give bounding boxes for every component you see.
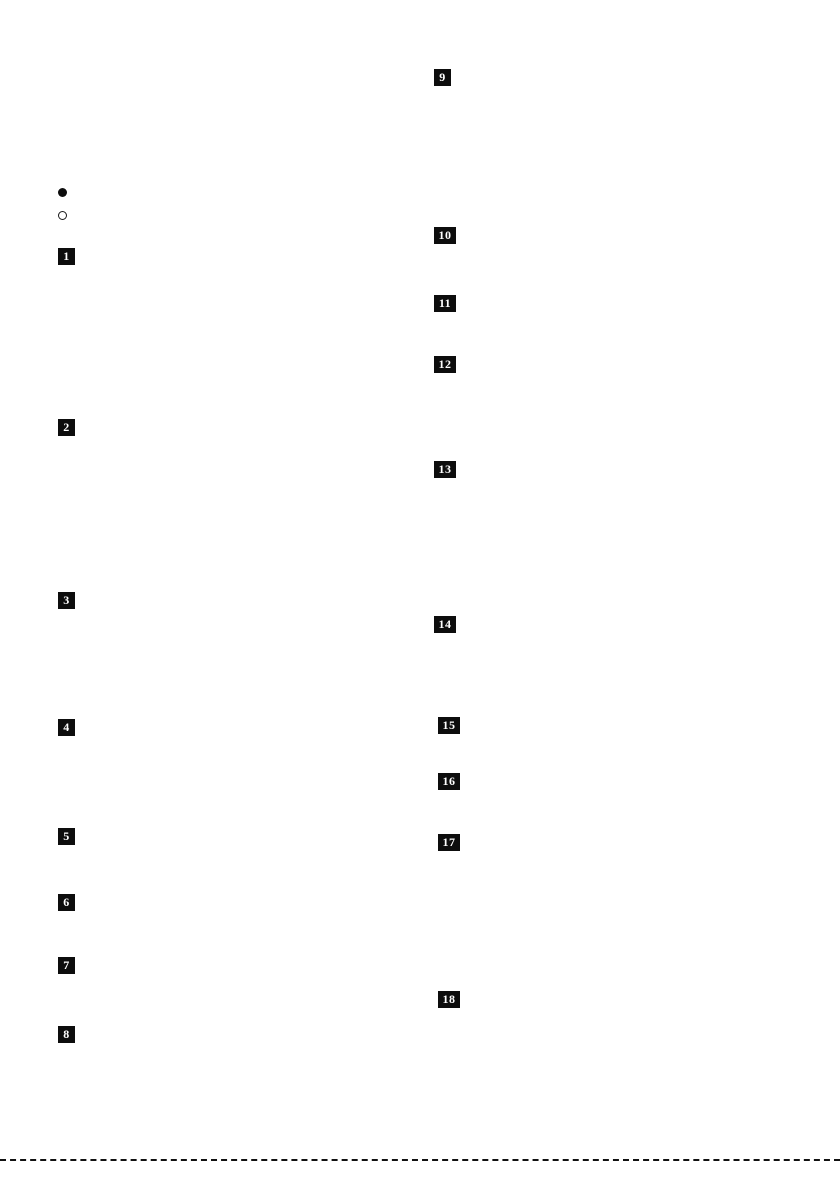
footer-divider: [0, 1159, 840, 1162]
list-item: [58, 894, 363, 911]
right-column: [434, 0, 794, 1192]
list-item: [438, 773, 748, 790]
list-item: [434, 356, 744, 373]
list-item: [438, 991, 748, 1008]
left-column: [58, 0, 418, 1192]
list-item: [434, 295, 744, 312]
list-item: [58, 828, 363, 845]
list-item: [58, 957, 363, 974]
callout-marker-18: 18: [438, 991, 460, 1008]
list-item: [58, 719, 363, 736]
callout-marker-1: 1: [58, 248, 75, 265]
callout-marker-13: 13: [434, 461, 456, 478]
list-item: [434, 69, 739, 86]
callout-marker-11: 11: [434, 295, 456, 312]
callout-marker-10: 10: [434, 227, 456, 244]
callout-marker-3: 3: [58, 592, 75, 609]
list-item: [58, 592, 363, 609]
list-item: [434, 227, 744, 244]
list-item: [438, 717, 748, 734]
list-item: [434, 461, 744, 478]
list-item: [434, 616, 744, 633]
callout-marker-8: 8: [58, 1026, 75, 1043]
callout-marker-16: 16: [438, 773, 460, 790]
callout-marker-15: 15: [438, 717, 460, 734]
list-item: [58, 248, 363, 265]
list-item: [58, 419, 363, 436]
list-item: [438, 834, 748, 851]
callout-marker-7: 7: [58, 957, 75, 974]
callout-marker-6: 6: [58, 894, 75, 911]
callout-marker-2: 2: [58, 419, 75, 436]
callout-marker-5: 5: [58, 828, 75, 845]
callout-marker-9: 9: [434, 69, 451, 86]
list-item: [58, 1026, 363, 1043]
callout-marker-12: 12: [434, 356, 456, 373]
callout-marker-4: 4: [58, 719, 75, 736]
callout-marker-17: 17: [438, 834, 460, 851]
callout-marker-14: 14: [434, 616, 456, 633]
